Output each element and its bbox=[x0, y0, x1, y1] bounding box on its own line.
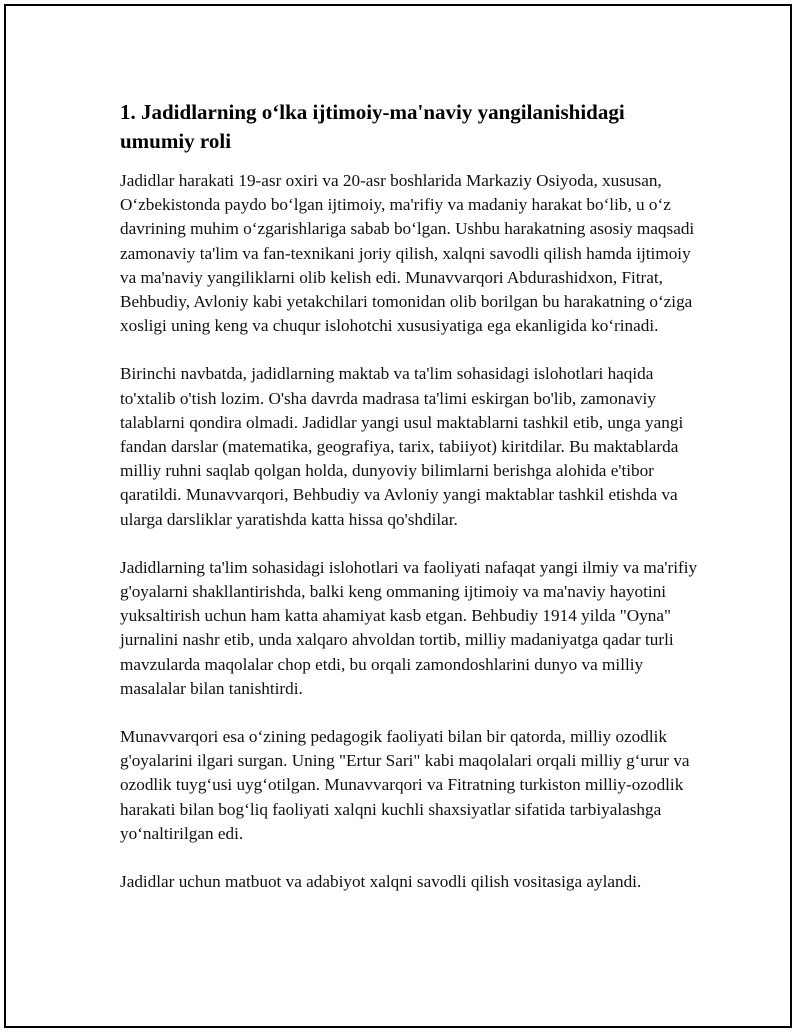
paragraph-2: Birinchi navbatda, jadidlarning maktab va ta'lim sohasidagi islohotlari haqida to'xtalib o'tish lozim. O'sha davrda madrasa ta'limi eskirgan bo'lib, zamonaviy talablarni qondira olmadi. Jadidlar yangi usul maktablarni tashkil etib, unga yangi fandan darslar (matematika, geografiya, tarix, tabiiyot) kiritdilar. Bu maktablarda milliy ruhni saqlab qolgan holda, dunyoviy bilimlarni berishga alohida e'tibor qaratildi. Munavvarqori, Behbudiy va Avloniy yangi maktablar tashkil etishda va ularga darsliklar yaratishda katta hissa qo'shdilar. bbox=[120, 364, 684, 529]
paragraph-5: Jadidlar uchun matbuot va adabiyot xalqni savodli qilish vositasiga aylandi. bbox=[120, 872, 642, 892]
paragraph-3: Jadidlarning ta'lim sohasidagi islohotlari va faoliyati nafaqat yangi ilmiy va ma'rifiy g'oyalarni shakllantirishda, balki keng ommaning ijtimoiy va ma'naviy hayotini yuksaltirish uchun ham katta ahamiyat kasb etgan. Behbudiy 1914 yilda "Oyna" jurnalini nashr etib, unda xalqaro ahvoldan tortib, milliy madaniyatga qadar turli mavzularda maqolalar chop etdi, bu orqali zamondoshlarini dunyo va milliy masalalar bilan tanishtirdi. bbox=[120, 557, 698, 698]
paragraph-4: Munavvarqori esa o‘zining pedagogik faoliyati bilan bir qatorda, milliy ozodlik g'oyalarini ilgari surgan. Uning "Ertur Sari" kabi maqolalari orqali milliy g‘urur va ozodlik tuyg‘usi uyg‘otilgan. Munavvarqori va Fitratning turkiston milliy-ozodlik harakati bilan bog‘liq faoliyati xalqni kuchli shaxsiyatlar sifatida tarbiyalashga yo‘naltirilgan edi. bbox=[120, 727, 690, 843]
document-body bbox=[120, 98, 700, 918]
document-page bbox=[4, 4, 792, 1028]
paragraph-1: Jadidlar harakati 19-asr oxiri va 20-asr boshlarida Markaziy Osiyoda, xususan, O‘zbekistonda paydo bo‘lgan ijtimoiy, ma'rifiy va madaniy harakat bo‘lib, u o‘z davrining muhim o‘zgarishlariga sabab bo‘lgan. Ushbu harakatning asosiy maqsadi zamonaviy ta'lim va fan-texnikani joriy qilish, xalqni savodli qilish hamda ijtimoiy va ma'naviy yangiliklarni olib kelish edi. Munavvarqori Abdurashidxon, Fitrat, Behbudiy, Avloniy kabi yetakchilari tomonidan olib borilgan bu harakatning o‘ziga xosligi uning keng va chuqur islohotchi xususiyatiga ega ekanligida ko‘rinadi. bbox=[120, 171, 695, 336]
document-title: 1. Jadidlarning o‘lka ijtimoiy-ma'naviy yangilanishidagi umumiy roli bbox=[120, 100, 625, 153]
